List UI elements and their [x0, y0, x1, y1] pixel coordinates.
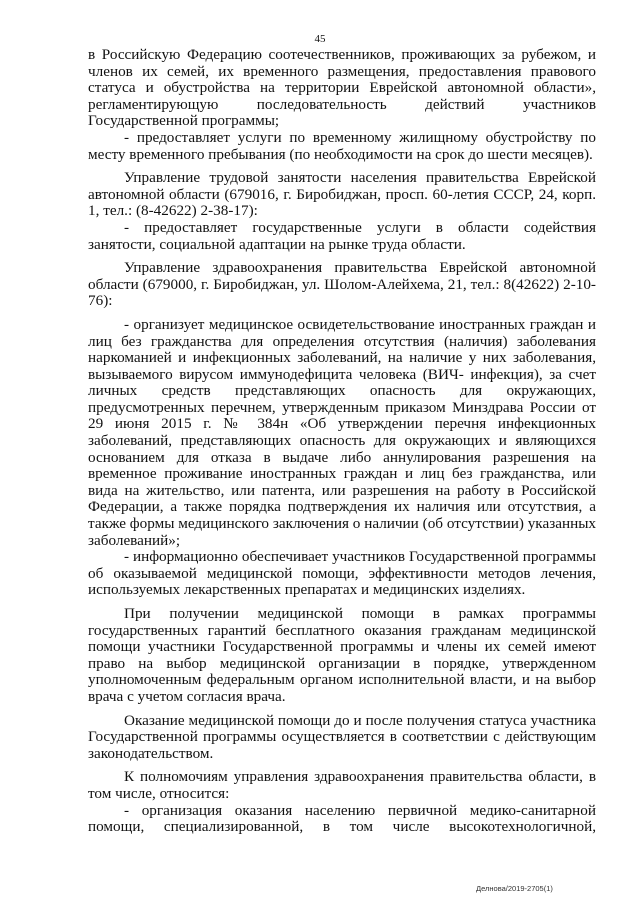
- document-body: [88, 47, 596, 836]
- paragraph-health-powers: К полномочиям управления здравоохранения правительства области, в том числе, относится:: [88, 768, 596, 802]
- page-number: 45: [314, 33, 326, 45]
- paragraph-continuation: в Российскую Федерацию соотечественников, проживающих за рубежом, и членов их семей, их временного размещения, предоставления правового статуса и обустройства на территории Еврейской автономной области», регламентирующую последовательность действий участников Государственной программы;: [88, 46, 596, 130]
- paragraph-health-department: Управление здравоохранения правительства Еврейской автономной области (679000, г. Биробиджан, ул. Шолом-Алейхема, 21, тел.: 8(42622) 2-10-76):: [88, 259, 596, 310]
- paragraph-employment-department: Управление трудовой занятости населения правительства Еврейской автономной области (679016, г. Биробиджан, просп. 60-летия СССР, 24, корп. 1, тел.: (8-42622) 2-38-17):: [88, 169, 596, 220]
- paragraph-housing-service: - предоставляет услуги по временному жилищному обустройству по месту временного пребывания (по необходимости на срок до шести месяцев).: [88, 128, 596, 163]
- paragraph-medical-examination: - организует медицинское освидетельствование иностранных граждан и лиц без гражданства для определения отсутствия (наличия) заболевания наркоманией и инфекционных заболеваний, на наличие у них заболевания, вызываемого вирусом иммунодефицита человека (ВИЧ- инфекция), за счет личных средств представляющих опасность для окружающих, предусмотренных перечнем, утвержденным приказом Минздрава России от 29 июня 2015 г. № 384н «Об утверждении перечня инфекционных заболеваний, представляющих опасность для окружающих и являющихся основанием для отказа в выдаче либо аннулирования разрешения на временное проживание иностранных граждан и лиц без гражданства, или вида на жительство, или патента, или разрешения на работу в Российской Федерации, а также порядка подтверждения их наличия или отсутствия, а также формы медицинского заключения о наличии (об отсутствии) указанных заболеваний»;: [88, 315, 596, 549]
- paragraph-employment-services: - предоставляет государственные услуги в области содействия занятости, социальной адаптации на рынке труда области.: [88, 218, 596, 253]
- footer-reference: Делнова/2019-2705(1): [476, 884, 553, 893]
- paragraph-medical-care-rights: При получении медицинской помощи в рамках программы государственных гарантий бесплатного оказания гражданам медицинской помощи участники Государственной программы и члены их семей имеют право на выбор медицинской организации в порядке, утвержденном уполномоченным федеральным органом исполнительной власти, и на выбор врача с учетом согласия врача.: [88, 605, 596, 705]
- paragraph-medical-care-status: Оказание медицинской помощи до и после получения статуса участника Государственной программы осуществляется в соответствии с действующим законодательством.: [88, 711, 596, 762]
- paragraph-medical-information: - информационно обеспечивает участников Государственной программы об оказываемой медицинской помощи, эффективности методов лечения, используемых лекарственных препаратах и медицинских изделиях.: [88, 548, 596, 599]
- paragraph-primary-care: - организация оказания населению первичной медико-санитарной помощи, специализированной, в том числе высокотехнологичной,: [88, 801, 596, 836]
